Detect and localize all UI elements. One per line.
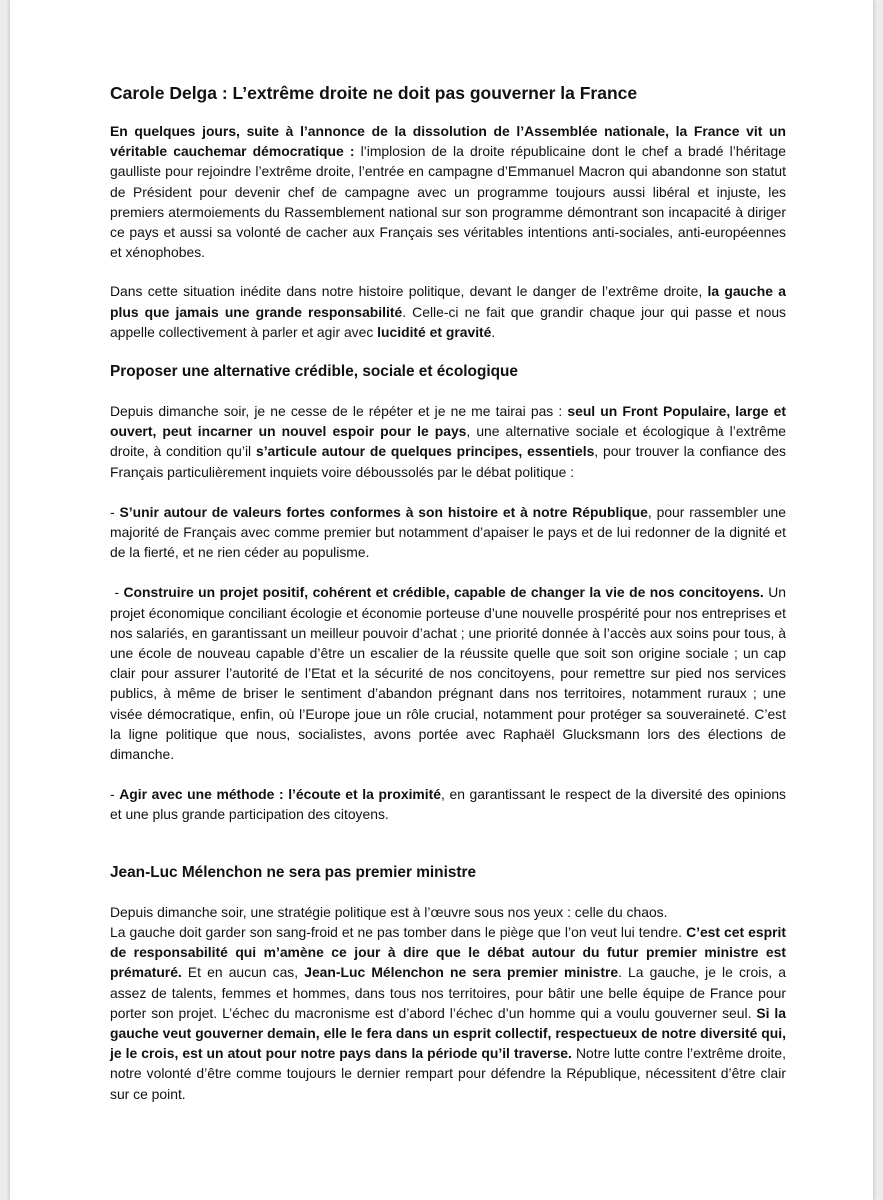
paragraph-text: - — [110, 786, 120, 803]
bold-text: En quelques jours, suite à l’annonce de la dissolution de l’Assemblée nationale, la France vit un véritable cauchemar démocratique : — [110, 123, 786, 160]
paragraph-situation — [110, 281, 786, 342]
paragraph-text: . Celle-ci ne fait que grandir chaque jour qui passe et nous appelle collectivement à parler et agir avec — [110, 303, 786, 340]
bold-text: la gauche a plus que jamais une grande responsabilité — [110, 283, 786, 320]
paragraph-text: , en garantissant le respect de la diversité des opinions et une plus grande participation des citoyens. — [110, 786, 786, 823]
paragraph-intro — [110, 121, 786, 262]
paragraph-text: La gauche doit garder son sang-froid et ne pas tomber dans le piège que l’on veut lui tendre. — [110, 923, 687, 940]
bold-text: S’unir autour de valeurs fortes conformes à son histoire et à notre République — [119, 503, 648, 520]
bold-text: s’articule autour de quelques principes, essentiels — [255, 443, 595, 460]
paragraph-text: . — [491, 323, 496, 340]
bold-text: seul un Front Populaire, large et ouvert, peut incarner un nouvel espoir pour le pays — [110, 403, 786, 440]
document-body — [110, 82, 790, 1104]
paragraph-text: l’implosion de la droite républicaine dont le chef a bradé l’héritage gaulliste pour rejoindre l’extrême droite, l’entrée en campagne d’Emmanuel Macron qui abandonne son statut de Président pour devenir chef de campagne avec un programme toujours aussi libéral et injuste, les premiers atermoiements du Rassemblement national sur son programme démontrant son incapacité à diriger ce pays et aussi sa volonté de cacher aux Français ses véritables intentions anti-sociales, anti-européennes et xénophobes. — [110, 143, 786, 261]
paragraph-text: Dans cette situation inédite dans notre histoire politique, devant le danger de l’extrême droite, — [110, 283, 708, 300]
list-item-construire — [110, 582, 790, 764]
list-item-agir — [110, 784, 786, 824]
paragraph-text: Depuis dimanche soir, je ne cesse de le répéter et je ne me tairai pas : — [110, 403, 568, 420]
paragraph-text: Et en aucun cas, — [181, 964, 305, 981]
paragraph-text: Un projet économique conciliant écologie et économie porteuse d’une nouvelle prospérité pour nos entreprises et nos salariés, en garantissant un meilleur pouvoir d’achat ; une priorité donnée à l’accès aux soins pour tous, à une école de nouveau capable d’être un escalier de la réussite quelle que soit son origine sociale ; un cap clair pour assurer l’autorité de l’Etat et la sécurité de nos concitoyens, pour remettre sur pied nos services publics, à même de briser le sentiment d’abandon prégnant dans nos territoires, notamment ruraux ; une visée démocratique, enfin, où l’Europe joue un rôle crucial, notamment pour protéger sa souveraineté. C’est la ligne politique que nous, socialistes, avons portée avec Raphaël Glucksmann lors des élections de dimanche. — [110, 584, 790, 763]
paragraph-front-populaire — [110, 401, 786, 482]
paragraph-text: . La gauche, je le crois, a assez de talents, femmes et hommes, dans tous nos territoires, pour bâtir une belle équipe de France pour porter son projet. L’échec du macronisme est d’abord l’échec d’un homme qui a voulu gouverner seul. — [110, 964, 786, 1021]
section-heading-alternative: Proposer une alternative crédible, sociale et écologique — [110, 363, 518, 381]
bold-text: C’est cet esprit de responsabilité qui m’amène ce jour à dire que le débat autour du futur premier ministre est prématuré. — [110, 923, 786, 981]
list-item-unir — [110, 502, 786, 563]
paragraph-text: , pour rassembler une majorité de Français avec comme premier but notamment d’apaiser le pays et de lui redonner de la dignité et de la fierté, et ne rien céder au populisme. — [110, 503, 786, 561]
paragraph-chaos-line: Depuis dimanche soir, une stratégie politique est à l’œuvre sous nos yeux : celle du chaos. — [110, 903, 668, 920]
document-title: Carole Delga : L’extrême droite ne doit pas gouverner la France — [110, 83, 638, 103]
paragraph-text: , une alternative sociale et écologique à l’extrême droite, à condition qu’il — [110, 423, 786, 460]
paragraph-melenchon — [110, 922, 786, 1104]
bold-text: Construire un projet positif, cohérent et crédible, capable de changer la vie de nos concitoyens. — [123, 584, 764, 601]
paragraph-text: - — [110, 503, 120, 520]
paragraph-text: Notre lutte contre l’extrême droite, notre volonté d’être comme toujours le dernier rempart pour défendre la République, nécessitent d’être clair sur ce point. — [110, 1045, 786, 1102]
bold-text: Si la gauche veut gouverner demain, elle le fera dans un esprit collectif, respectueux de notre diversité qui, je le crois, est un atout pour notre pays dans la période qu’il traverse. — [110, 1004, 786, 1062]
bold-text: lucidité et gravité — [377, 323, 492, 340]
bold-text: Jean-Luc Mélenchon ne sera premier ministre — [304, 964, 619, 981]
paragraph-text: - — [110, 584, 124, 601]
bold-text: Agir avec une méthode : l’écoute et la proximité — [119, 786, 441, 803]
document-page — [10, 0, 873, 1200]
paragraph-text: , pour trouver la confiance des Français particulièrement inquiets voire déboussolés par le débat politique : — [110, 443, 786, 480]
section-heading-melenchon: Jean-Luc Mélenchon ne sera pas premier ministre — [110, 863, 477, 881]
